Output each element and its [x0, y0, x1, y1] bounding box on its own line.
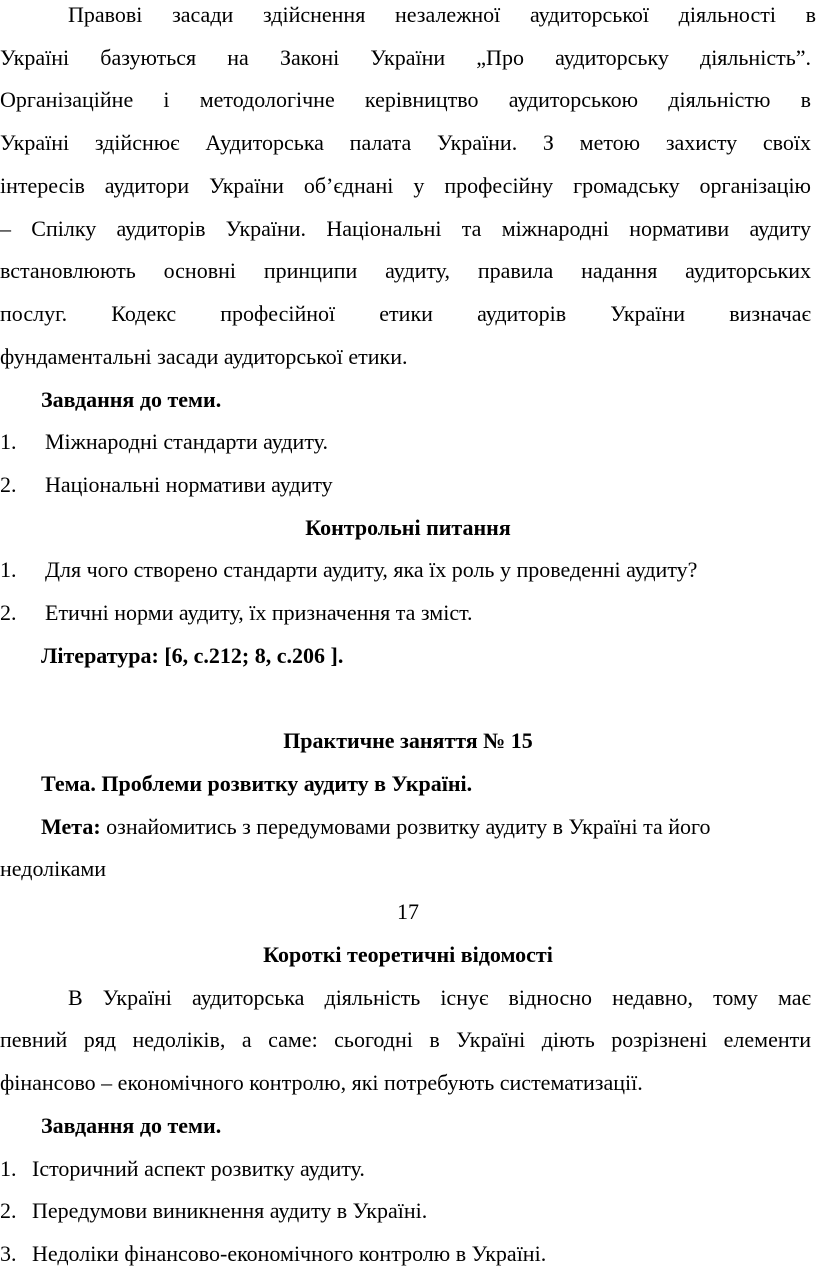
list-item — [0, 472, 333, 498]
practical-title: Практичне заняття № 15 — [283, 728, 533, 753]
list-text: Етичні норми аудиту, їх призначення та зміст. — [45, 600, 473, 625]
list-text: Історичний аспект розвитку аудиту. — [32, 1156, 365, 1181]
tasks-heading: Завдання до теми. — [41, 1113, 222, 1138]
list-number: 1. — [0, 557, 17, 582]
list-item — [0, 1198, 427, 1224]
list-item — [0, 1156, 365, 1182]
list-number: 2. — [0, 1198, 17, 1223]
theory-heading: Короткі теоретичні відомості — [263, 942, 553, 967]
intro-line: послуг. Кодекс професійної етики аудиторів України визначає — [0, 301, 811, 326]
list-text: Міжнародні стандарти аудиту. — [45, 429, 328, 454]
list-text: Передумови виникнення аудиту в Україні. — [32, 1198, 428, 1223]
list-item — [0, 557, 697, 583]
list-item — [0, 1241, 546, 1267]
intro-line: інтересів аудитори України об’єднані у професійну громадську організацію — [0, 173, 811, 198]
list-number: 1. — [0, 429, 17, 454]
intro-line: встановлюють основні принципи аудиту, правила надання аудиторських — [0, 258, 811, 283]
goal-text-continued: недоліками — [0, 856, 107, 881]
intro-line: Організаційне і методологічне керівництво аудиторською діяльністю в — [0, 87, 811, 112]
control-heading: Контрольні питання — [305, 515, 511, 540]
list-text: Недоліки фінансово-економічного контролю в Україні. — [32, 1241, 547, 1266]
list-text: Для чого створено стандарти аудиту, яка їх роль у проведенні аудиту? — [45, 557, 698, 582]
intro-line: Правові засади здійснення незалежної аудиторської діяльності в — [68, 2, 816, 27]
intro-line: Україні здійснює Аудиторська палата України. З метою захисту своїх — [0, 130, 811, 155]
goal-line — [41, 814, 710, 840]
theory-line: певний ряд недоліків, а саме: сьогодні в Україні діють розрізнені елементи — [0, 1027, 811, 1052]
page-number: 17 — [397, 899, 419, 924]
intro-line: – Спілку аудиторів України. Національні та міжнародні нормативи аудиту — [0, 216, 811, 241]
goal-label: Мета: — [41, 814, 101, 839]
list-number: 1. — [0, 1156, 17, 1181]
list-item — [0, 429, 328, 455]
goal-text: ознайомитись з передумовами розвитку аудиту в Україні та його — [100, 814, 711, 839]
list-number: 2. — [0, 600, 17, 625]
list-item — [0, 600, 473, 626]
literature: Література: [6, с.212; 8, с.206 ]. — [41, 643, 344, 668]
list-number: 3. — [0, 1241, 17, 1266]
theory-line: В Україні аудиторська діяльність існує відносно недавно, тому має — [68, 985, 811, 1010]
topic: Тема. Проблеми розвитку аудиту в Україні. — [41, 771, 473, 796]
tasks-heading: Завдання до теми. — [41, 387, 222, 412]
list-text: Національні нормативи аудиту — [45, 472, 333, 497]
intro-line: Україні базуються на Законі України „Про аудиторську діяльність”. — [0, 45, 811, 70]
intro-line: фундаментальні засади аудиторської етики. — [0, 344, 408, 369]
list-number: 2. — [0, 472, 17, 497]
theory-line: фінансово – економічного контролю, які потребують систематизації. — [0, 1070, 643, 1095]
